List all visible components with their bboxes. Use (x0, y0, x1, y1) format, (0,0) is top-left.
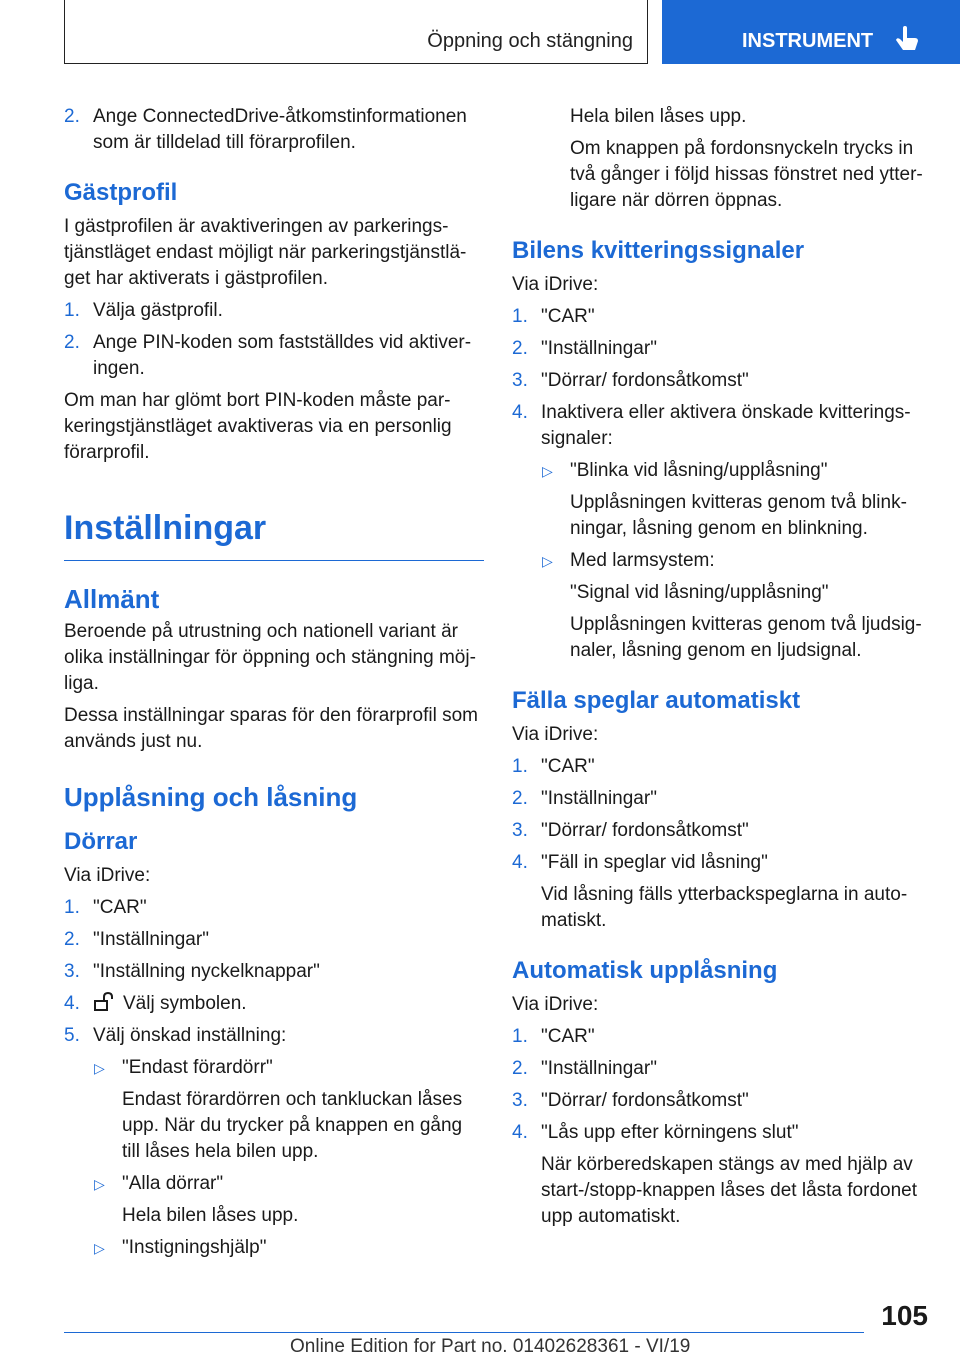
page-number: 105 (881, 1300, 928, 1331)
list-item: 1. "CAR" (512, 756, 595, 777)
settings-heading: Inställningar (64, 506, 484, 561)
sub-item: ▷ Med larmsystem: (542, 550, 715, 571)
sub-item-desc: "Signal vid låsning/upplåsning" (570, 582, 829, 603)
footer-divider (64, 1332, 864, 1333)
list-item: 3. "Dörrar/ fordonsåtkomst" (512, 820, 749, 841)
unlock-lock-heading: Upplåsning och låsning (64, 782, 358, 812)
continued-text: Om knappen på fordonsnyckeln trycks in två gånger i följd hissas fönstret ned ytter-ligare när dörren öppnas. (570, 138, 923, 211)
sub-item-desc: Hela bilen låses upp. (122, 1205, 299, 1226)
list-item: 2. "Inställningar" (512, 1058, 657, 1079)
footer-edition: Online Edition for Part no. 01402628361 - VI/19 (290, 1336, 691, 1357)
ack-signals-heading: Bilens kvitteringssignaler (512, 237, 805, 264)
list-item: 2. "Inställningar" (512, 788, 657, 809)
header-chapter-title: INSTRUMENT (742, 30, 874, 52)
header-chapter[interactable] (662, 0, 960, 64)
list-item: 4. "Fäll in speglar vid låsning" (512, 852, 768, 873)
list-item: 5. Välj önskad inställning: (64, 1025, 287, 1046)
list-item: 1. "CAR" (512, 306, 595, 327)
sub-item-desc: Endast förardörren och tankluckan låses upp. När du trycker på knappen en gång till låses hela bilen upp. (122, 1089, 463, 1162)
doors-heading: Dörrar (64, 828, 138, 855)
via-idrive: Via iDrive: (512, 724, 599, 745)
sub-item: ▷ "Blinka vid låsning/upplåsning" (542, 460, 828, 481)
guest-profile-text: I gästprofilen är avaktiveringen av parkerings-tjänstläget endast möjligt när parkeringstjänstlä-get har aktiverats i gästprofilen. (64, 216, 467, 289)
mirrors-heading: Fälla speglar automatiskt (512, 687, 801, 714)
right-column (512, 104, 932, 1236)
list-item: 2. "Inställningar" (512, 338, 657, 359)
hand-pointer-icon (894, 26, 922, 56)
list-item: 2. Ange PIN-koden som fastställdes vid aktiver-ingen. (64, 332, 472, 379)
via-idrive: Via iDrive: (512, 274, 599, 295)
sub-item: ▷ "Instigningshjälp" (94, 1237, 267, 1258)
list-item: 2. "Inställningar" (64, 929, 209, 950)
guest-profile-heading: Gästprofil (64, 179, 178, 206)
list-item: 3. "Inställning nyckelknappar" (64, 961, 320, 982)
auto-unlock-heading: Automatisk upplåsning (512, 957, 778, 984)
general-text-2: Dessa inställningar sparas för den förarprofil som används just nu. (64, 705, 478, 752)
list-item: 4. "Lås upp efter körningens slut" (512, 1122, 799, 1143)
via-idrive: Via iDrive: (512, 994, 599, 1015)
mirrors-desc: Vid låsning fälls ytterbackspeglarna in auto-matiskt. (541, 884, 908, 931)
list-item: 1. Välja gästprofil. (64, 300, 223, 321)
list-item: 4. Inaktivera eller aktivera önskade kvitterings-signaler: (512, 402, 911, 449)
header-section (64, 0, 648, 64)
sub-item: ▷ "Endast förardörr" (94, 1057, 273, 1078)
list-item: 4. Välj symbolen. (64, 993, 247, 1014)
list-item: 3. "Dörrar/ fordonsåtkomst" (512, 1090, 749, 1111)
guest-profile-text-2: Om man har glömt bort PIN-koden måste par-keringstjänstläget avaktiveras via en personlig förarprofil. (64, 390, 452, 463)
list-item: 1. "CAR" (512, 1026, 595, 1047)
general-text-1: Beroende på utrustning och nationell variant är olika inställningar för öppning och stängning möj-liga. (64, 621, 476, 694)
unlock-icon (93, 992, 117, 1012)
continued-text: Hela bilen låses upp. (570, 106, 747, 127)
list-item: 3. "Dörrar/ fordonsåtkomst" (512, 370, 749, 391)
via-idrive: Via iDrive: (64, 865, 151, 886)
list-item: 1. "CAR" (64, 897, 147, 918)
auto-unlock-desc: När körberedskapen stängs av med hjälp av start-/stopp-knappen låses det låsta fordonet upp automatiskt. (541, 1154, 918, 1227)
sub-item: ▷ "Alla dörrar" (94, 1173, 224, 1194)
list-item: 2. Ange ConnectedDrive-åtkomstinformationen som är tilldelad till förarprofilen. (64, 106, 467, 153)
sub-item-desc: Upplåsningen kvitteras genom två ljudsig-naler, låsning genom en ljudsignal. (570, 614, 922, 661)
sub-item-desc: Upplåsningen kvitteras genom två blink-ningar, låsning genom en blinkning. (570, 492, 907, 539)
general-heading: Allmänt (64, 584, 160, 614)
header-section-title: Öppning och stängning (427, 30, 633, 52)
left-column (64, 104, 484, 1267)
